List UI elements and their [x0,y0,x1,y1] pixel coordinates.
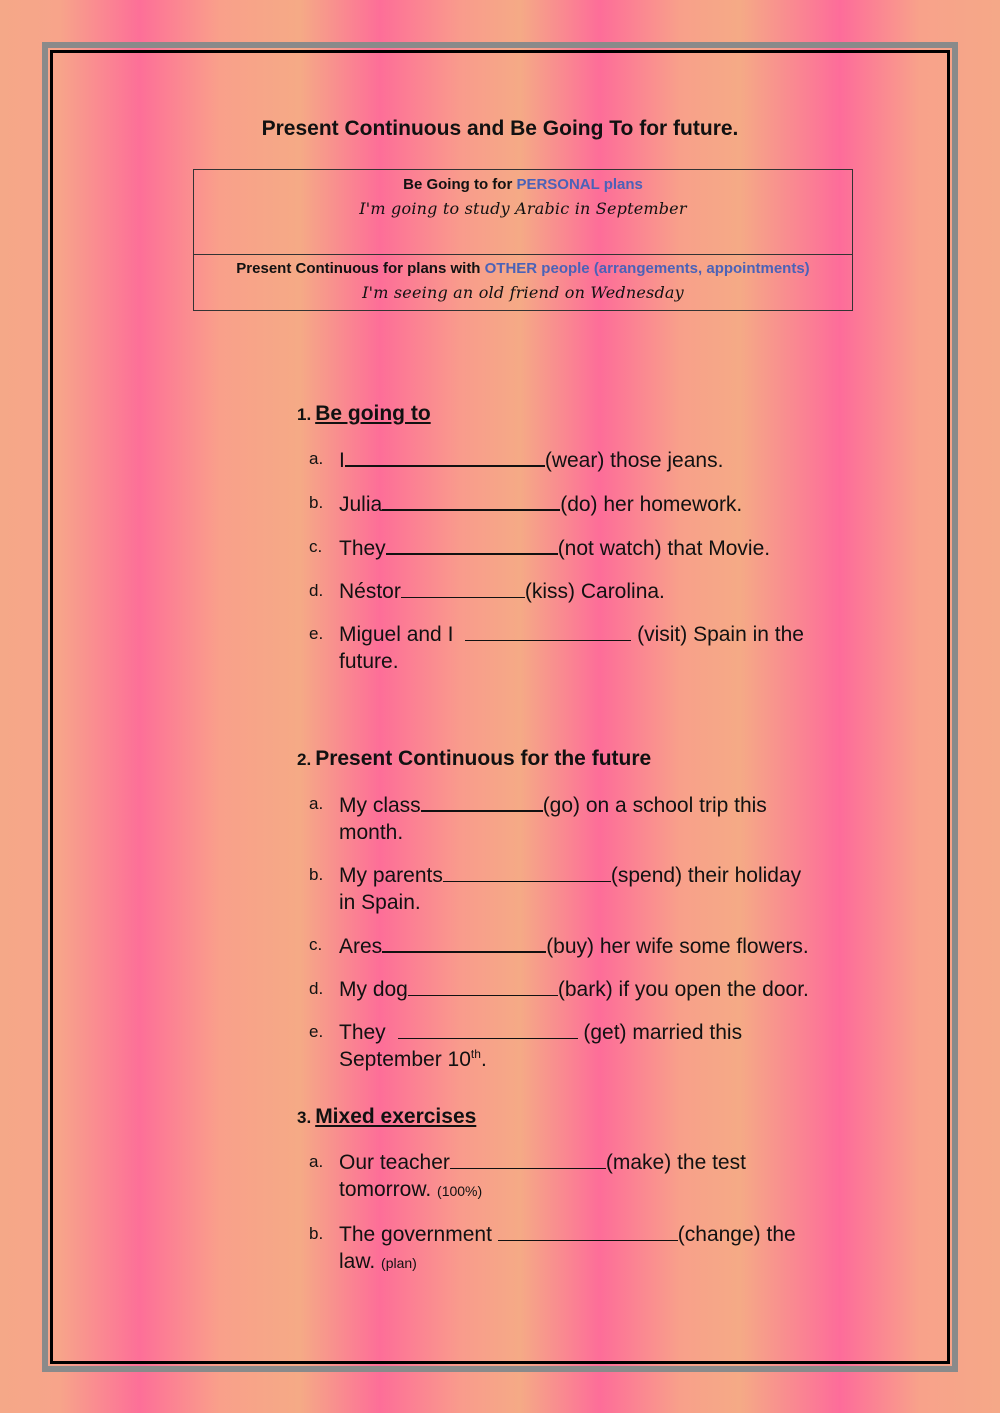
exercise-section-3 [297,1105,857,1277]
answer-blank[interactable] [443,861,611,882]
title-text: Present Continuous and Be Going To for future. [261,117,739,140]
exercise-item: a. My class (go) on a school trip this month. [297,790,857,846]
worksheet-title [0,117,1000,141]
rule-highlight: OTHER people (arrangements, appointments) [484,260,810,277]
exercise-item: d. My dog (bark) if you open the door. [297,975,857,1003]
answer-blank[interactable] [408,975,558,996]
exercise-item: e. Miguel and I (visit) Spain in the future. [297,620,857,675]
answer-blank[interactable] [450,1148,606,1169]
answer-blank[interactable] [382,931,546,953]
exercise-section-1 [297,402,857,675]
exercise-item: a. I (wear) those jeans. [297,445,857,474]
rule-heading: Present Continuous for plans with OTHER people (arrangements, appointments) [236,260,810,277]
section-heading: 3. Mixed exercises [297,1105,477,1128]
section-heading: 1. Be going to [297,402,431,425]
answer-blank[interactable] [421,790,543,812]
rule-going-to [194,170,852,255]
exercise-item: e. They (get) married this September 10th. [297,1018,857,1073]
rule-heading: Be Going to for PERSONAL plans [403,176,643,193]
rule-example: I'm seeing an old friend on Wednesday [362,283,684,302]
answer-blank[interactable] [386,533,558,555]
rule-example: I'm going to study Arabic in September [359,199,687,218]
answer-blank[interactable] [401,577,525,598]
exercise-item: c. Ares (buy) her wife some flowers. [297,931,857,960]
exercise-item: a. Our teacher (make) the test tomorrow. (100%) [297,1148,857,1205]
exercise-item: b. Julia (do) her homework. [297,489,857,518]
exercise-item: d. Néstor (kiss) Carolina. [297,577,857,605]
answer-blank[interactable] [465,620,631,641]
answer-blank[interactable] [345,445,545,467]
section-heading: 2. Present Continuous for the future [297,747,652,770]
grammar-rules-box [193,169,853,311]
exercise-section-2 [297,747,857,1073]
exercise-item: b. My parents (spend) their holiday in Spain. [297,861,857,916]
exercise-item: c. They (not watch) that Movie. [297,533,857,562]
rule-present-continuous [194,255,852,311]
answer-blank[interactable] [382,489,560,511]
answer-blank[interactable] [498,1220,678,1241]
answer-blank[interactable] [398,1018,578,1039]
rule-highlight: PERSONAL plans [516,176,643,193]
exercise-item: b. The government (change) the law. (plan) [297,1220,857,1277]
